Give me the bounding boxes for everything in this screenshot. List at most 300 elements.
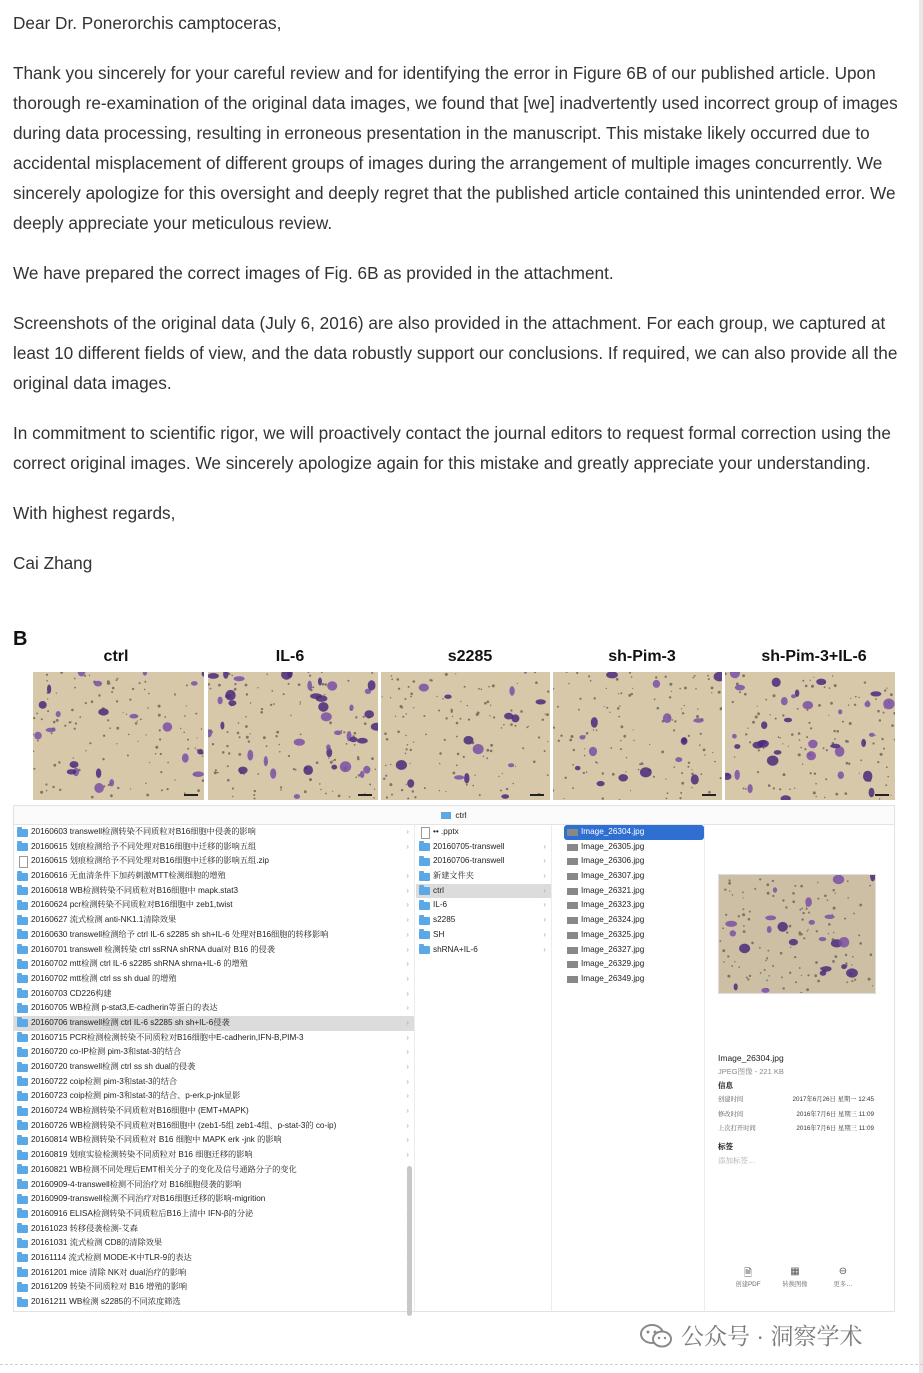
membrane-pore xyxy=(806,908,808,910)
membrane-pore xyxy=(486,749,489,752)
item-label: 20161211 WB检测 s2285的不同浓度筛选 xyxy=(31,1297,181,1306)
membrane-pore xyxy=(218,684,221,687)
image-file-icon xyxy=(567,932,578,939)
membrane-pore xyxy=(804,748,806,750)
membrane-pore xyxy=(116,743,117,744)
file-item[interactable] xyxy=(564,913,704,928)
file-item[interactable] xyxy=(564,898,704,913)
membrane-pore xyxy=(708,678,710,680)
stained-cell xyxy=(321,712,332,721)
membrane-pore xyxy=(346,743,348,745)
membrane-pore xyxy=(510,709,512,711)
item-label: Image_26324.jpg xyxy=(581,915,645,925)
image-file-icon xyxy=(567,858,578,865)
folder-item[interactable] xyxy=(14,825,414,840)
membrane-pore xyxy=(385,765,387,767)
page-scrollbar[interactable] xyxy=(919,0,923,1373)
stained-cell xyxy=(94,783,104,793)
membrane-pore xyxy=(524,672,527,674)
folder-icon xyxy=(17,1152,28,1160)
membrane-pore xyxy=(602,772,604,774)
stained-cell xyxy=(34,732,42,740)
folder-item[interactable] xyxy=(416,928,551,943)
membrane-pore xyxy=(308,672,310,673)
membrane-pore xyxy=(749,741,751,743)
stained-cell xyxy=(473,744,484,754)
membrane-pore xyxy=(202,756,203,757)
membrane-pore xyxy=(798,754,799,755)
membrane-pore xyxy=(148,693,150,695)
file-item[interactable] xyxy=(564,840,704,855)
item-label: shRNA+IL-6 xyxy=(433,944,478,954)
membrane-pore xyxy=(707,675,709,677)
membrane-pore xyxy=(719,940,721,942)
membrane-pore xyxy=(407,744,409,746)
membrane-pore xyxy=(711,692,712,693)
membrane-pore xyxy=(180,728,181,729)
membrane-pore xyxy=(320,789,321,790)
folder-icon xyxy=(17,1269,28,1277)
membrane-pore xyxy=(278,744,280,746)
membrane-pore xyxy=(725,673,727,676)
membrane-pore xyxy=(699,744,701,746)
membrane-pore xyxy=(720,707,722,710)
folder-item[interactable] xyxy=(14,884,414,899)
letter-body xyxy=(13,8,898,598)
folder-item[interactable] xyxy=(14,928,414,943)
item-label: 20160701 transwell 检测转染 ctrl ssRNA shRNA dual对 B16 的侵袭 xyxy=(31,944,275,954)
membrane-pore xyxy=(283,693,285,695)
membrane-pore xyxy=(330,761,333,764)
membrane-pore xyxy=(553,688,554,689)
document-icon: 🗎 xyxy=(743,1268,753,1279)
finder-column-files[interactable] xyxy=(564,825,705,1311)
membrane-pore xyxy=(309,675,311,677)
folder-item[interactable] xyxy=(14,972,414,987)
finder-column-subfolders[interactable] xyxy=(416,825,552,1311)
stained-cell xyxy=(597,781,605,786)
membrane-pore xyxy=(413,680,416,683)
folder-icon xyxy=(17,1225,28,1233)
membrane-pore xyxy=(808,912,810,914)
stained-cell xyxy=(464,773,469,784)
stained-cell xyxy=(575,766,581,770)
membrane-pore xyxy=(682,712,684,714)
membrane-pore xyxy=(316,761,319,764)
stained-cell xyxy=(805,897,812,907)
folder-item[interactable] xyxy=(14,987,414,1002)
info-last-opened: 上次打开时间 2016年7月6日 星期三 11:09 xyxy=(718,1125,874,1132)
folder-item[interactable] xyxy=(14,898,414,913)
chevron-right-icon: › xyxy=(543,856,546,866)
membrane-pore xyxy=(681,782,684,785)
folder-item[interactable] xyxy=(416,854,551,869)
membrane-pore xyxy=(164,716,166,718)
file-item[interactable] xyxy=(564,869,704,884)
membrane-pore xyxy=(401,706,403,708)
image-file-icon xyxy=(567,976,578,983)
membrane-pore xyxy=(800,885,803,888)
folder-item[interactable] xyxy=(14,1060,414,1075)
membrane-pore xyxy=(187,748,189,750)
membrane-pore xyxy=(751,942,754,945)
membrane-pore xyxy=(618,693,619,694)
image-file-icon xyxy=(567,961,578,968)
membrane-pore xyxy=(872,742,874,744)
membrane-pore xyxy=(824,797,826,799)
membrane-pore xyxy=(197,789,200,792)
membrane-pore xyxy=(584,755,586,757)
membrane-pore xyxy=(481,689,483,691)
folder-item[interactable] xyxy=(14,1031,414,1046)
membrane-pore xyxy=(369,784,371,786)
folder-item[interactable] xyxy=(14,1295,414,1310)
image-icon: ▦ xyxy=(790,1266,800,1277)
membrane-pore xyxy=(619,799,621,800)
stained-cell xyxy=(264,756,268,766)
membrane-pore xyxy=(742,892,744,894)
folder-icon xyxy=(419,873,430,881)
item-label: 20161023 转移侵袭检测-艾森 xyxy=(31,1223,138,1233)
membrane-pore xyxy=(724,889,726,891)
membrane-pore xyxy=(772,880,774,882)
membrane-pore xyxy=(593,729,594,730)
membrane-pore xyxy=(227,779,230,782)
folder-item[interactable] xyxy=(14,1192,414,1207)
membrane-pore xyxy=(371,757,374,760)
membrane-pore xyxy=(226,745,228,747)
membrane-pore xyxy=(132,688,134,690)
membrane-pore xyxy=(558,740,560,742)
membrane-pore xyxy=(526,727,528,729)
micrograph-ctrl xyxy=(33,672,204,800)
membrane-pore xyxy=(273,703,275,705)
membrane-pore xyxy=(595,761,597,763)
column-header-s2285: s2285 xyxy=(447,648,493,665)
membrane-pore xyxy=(674,766,676,768)
membrane-pore xyxy=(688,735,690,737)
membrane-pore xyxy=(814,773,816,775)
file-item[interactable] xyxy=(564,972,704,987)
folder-item[interactable] xyxy=(14,1075,414,1090)
folder-item[interactable] xyxy=(14,1089,414,1104)
membrane-pore xyxy=(91,700,94,703)
scale-bar xyxy=(702,794,716,796)
item-label: 20160705-transwell xyxy=(433,841,505,851)
folder-icon xyxy=(17,887,28,895)
stained-cell xyxy=(781,795,791,800)
membrane-pore xyxy=(807,930,808,931)
membrane-pore xyxy=(56,693,57,694)
membrane-pore xyxy=(882,738,884,740)
finder-column-projects[interactable] xyxy=(14,825,415,1311)
membrane-pore xyxy=(299,703,300,704)
membrane-pore xyxy=(808,929,809,930)
membrane-pore xyxy=(703,749,706,752)
membrane-pore xyxy=(749,911,751,913)
membrane-pore xyxy=(245,684,248,687)
stained-cell xyxy=(464,736,474,745)
membrane-pore xyxy=(852,956,854,958)
membrane-pore xyxy=(596,729,598,731)
scale-bar xyxy=(875,794,889,796)
folder-item[interactable] xyxy=(14,1207,414,1222)
membrane-pore xyxy=(879,719,881,721)
membrane-pore xyxy=(832,675,833,676)
membrane-pore xyxy=(33,733,34,735)
membrane-pore xyxy=(451,711,453,713)
folder-item[interactable] xyxy=(14,1133,414,1148)
folder-item[interactable] xyxy=(14,1119,414,1134)
more-button[interactable]: ⊖ 更多… xyxy=(825,1266,861,1288)
item-label: 20161209 转染不同质粒对 B16 增殖的影响 xyxy=(31,1282,188,1292)
stained-cell xyxy=(509,686,514,696)
membrane-pore xyxy=(79,716,81,718)
paragraph-1: Thank you sincerely for your careful review and for identifying the error in Figure 6B of our published article. Upon thorough re-examination of the original data images, we found that [we] inadvertently used incorrect group of images during data processing, resulting in erroneous presentation in the manuscript. This mistake likely occurred due to accidental misplacement of different groups of images during the arrangement of multiple images concurrently. We sincerely apologize for this oversight and deeply regret that the published article contained this unintended error. We deeply appreciate your meticulous review. xyxy=(13,63,898,233)
stained-cell xyxy=(444,695,451,699)
folder-item[interactable] xyxy=(14,1178,414,1193)
membrane-pore xyxy=(341,730,343,732)
item-label: 20160705 WB检测 p-stat3,E-cadherin等蛋白的表达 xyxy=(31,1003,218,1013)
membrane-pore xyxy=(266,745,268,747)
membrane-pore xyxy=(798,732,801,735)
folder-item[interactable] xyxy=(14,1222,414,1237)
membrane-pore xyxy=(503,724,505,726)
membrane-pore xyxy=(33,768,35,770)
membrane-pore xyxy=(877,710,880,713)
membrane-pore xyxy=(755,716,758,719)
stained-cell xyxy=(193,771,204,777)
membrane-pore xyxy=(610,747,612,749)
membrane-pore xyxy=(695,688,697,690)
folder-item[interactable] xyxy=(14,1001,414,1016)
item-label: Image_26321.jpg xyxy=(581,885,645,895)
membrane-pore xyxy=(864,681,866,683)
folder-item[interactable] xyxy=(14,943,414,958)
stained-cell xyxy=(536,699,546,704)
folder-icon xyxy=(419,946,430,954)
scale-bar xyxy=(530,794,544,796)
membrane-pore xyxy=(488,686,490,688)
membrane-pore xyxy=(423,715,425,717)
membrane-pore xyxy=(667,792,669,794)
stained-cell xyxy=(861,739,866,747)
membrane-pore xyxy=(621,725,624,728)
membrane-pore xyxy=(845,792,848,795)
membrane-pore xyxy=(391,794,393,796)
chevron-right-icon: › xyxy=(406,988,409,998)
folder-item[interactable] xyxy=(14,1163,414,1178)
membrane-pore xyxy=(333,760,334,761)
folder-item[interactable] xyxy=(14,840,414,855)
membrane-pore xyxy=(813,677,814,678)
membrane-pore xyxy=(833,907,836,910)
membrane-pore xyxy=(848,763,850,765)
chevron-right-icon: › xyxy=(406,959,409,969)
stained-cell xyxy=(109,779,114,786)
folder-icon xyxy=(17,917,28,925)
membrane-pore xyxy=(772,895,774,897)
folder-item[interactable] xyxy=(416,913,551,928)
stained-cell xyxy=(833,875,844,884)
membrane-pore xyxy=(780,952,783,955)
membrane-pore xyxy=(814,974,817,977)
membrane-pore xyxy=(669,683,672,686)
membrane-pore xyxy=(763,748,764,749)
chevron-right-icon: › xyxy=(543,900,546,910)
membrane-pore xyxy=(160,771,162,773)
micrograph-s2285 xyxy=(381,672,550,800)
folder-item[interactable] xyxy=(416,884,551,899)
membrane-pore xyxy=(464,686,466,688)
membrane-pore xyxy=(795,981,797,983)
stained-cell xyxy=(331,765,337,770)
stained-cell xyxy=(349,705,353,711)
membrane-pore xyxy=(266,674,268,676)
file-item[interactable] xyxy=(564,943,704,958)
file-item[interactable] xyxy=(564,825,704,840)
membrane-pore xyxy=(768,784,771,787)
membrane-pore xyxy=(833,932,835,934)
membrane-pore xyxy=(300,734,302,736)
folder-item[interactable] xyxy=(14,1148,414,1163)
membrane-pore xyxy=(711,687,714,690)
chevron-right-icon: › xyxy=(406,871,409,881)
membrane-pore xyxy=(313,686,315,688)
membrane-pore xyxy=(679,797,681,799)
membrane-pore xyxy=(757,712,760,715)
convert-image-button[interactable]: ▦ 转换图像 xyxy=(777,1266,813,1288)
folder-item[interactable] xyxy=(14,854,414,869)
membrane-pore xyxy=(158,705,161,708)
stained-cell xyxy=(46,728,56,732)
membrane-pore xyxy=(602,797,604,799)
membrane-pore xyxy=(41,718,43,720)
membrane-pore xyxy=(545,714,546,715)
create-pdf-button[interactable]: 🗎 创建PDF xyxy=(730,1266,766,1288)
membrane-pore xyxy=(167,762,169,764)
item-label: 20160618 WB检测转染不同质粒对B16细胞中 mapk.stat3 xyxy=(31,885,239,895)
item-label: 20160722 coip检测 pim-3和stat-3的结合 xyxy=(31,1076,178,1086)
folder-item[interactable] xyxy=(14,1045,414,1060)
folder-item[interactable] xyxy=(14,1104,414,1119)
image-file-icon xyxy=(567,873,578,880)
membrane-pore xyxy=(407,798,409,800)
membrane-pore xyxy=(816,930,818,932)
membrane-pore xyxy=(799,967,801,969)
membrane-pore xyxy=(201,728,203,730)
folder-item[interactable] xyxy=(416,943,551,958)
membrane-pore xyxy=(566,672,568,673)
membrane-pore xyxy=(891,724,894,727)
membrane-pore xyxy=(155,753,157,755)
membrane-pore xyxy=(47,698,48,699)
file-item[interactable] xyxy=(564,957,704,972)
folder-item[interactable] xyxy=(14,1016,414,1031)
item-label: Image_26306.jpg xyxy=(581,856,645,866)
membrane-pore xyxy=(130,788,131,789)
membrane-pore xyxy=(208,683,210,685)
membrane-pore xyxy=(46,680,48,682)
item-label: 20160909-4-transwell检测不同治疗对 B16细胞侵袭的影响 xyxy=(31,1179,242,1189)
folder-item[interactable] xyxy=(14,1251,414,1266)
membrane-pore xyxy=(279,751,281,753)
stained-cell xyxy=(653,680,660,688)
membrane-pore xyxy=(626,757,627,758)
stained-cell xyxy=(67,769,77,774)
membrane-pore xyxy=(467,705,469,707)
membrane-pore xyxy=(553,727,555,729)
folder-icon xyxy=(419,858,430,866)
stained-cell xyxy=(326,744,331,750)
folder-icon xyxy=(17,1284,28,1292)
membrane-pore xyxy=(859,773,860,774)
folder-item[interactable] xyxy=(416,825,551,840)
item-label: 20160715 PCR检测检测转染不同质粒对B16细胞中E-cadherin,IFN-B,PIM-3 xyxy=(31,1032,304,1042)
membrane-pore xyxy=(816,796,817,797)
membrane-pore xyxy=(391,675,393,677)
stained-cell xyxy=(725,773,732,780)
folder-item[interactable] xyxy=(416,898,551,913)
membrane-pore xyxy=(653,776,655,778)
stained-cell xyxy=(318,702,328,712)
membrane-pore xyxy=(254,798,256,800)
folder-item[interactable] xyxy=(416,869,551,884)
membrane-pore xyxy=(723,961,725,963)
stained-cell xyxy=(579,735,585,739)
column-scrollbar[interactable] xyxy=(407,1166,412,1316)
membrane-pore xyxy=(618,716,620,718)
membrane-pore xyxy=(298,683,301,686)
file-item[interactable] xyxy=(564,854,704,869)
tags-input[interactable]: 添加标签… xyxy=(718,1156,756,1165)
membrane-pore xyxy=(227,731,229,733)
membrane-pore xyxy=(879,798,880,799)
chevron-right-icon: › xyxy=(543,871,546,881)
membrane-pore xyxy=(364,722,367,725)
membrane-pore xyxy=(472,785,474,787)
folder-icon xyxy=(17,1137,28,1145)
membrane-pore xyxy=(257,687,258,688)
membrane-pore xyxy=(679,688,681,690)
item-label: ctrl xyxy=(433,885,444,895)
folder-item[interactable] xyxy=(14,869,414,884)
membrane-pore xyxy=(91,796,94,799)
membrane-pore xyxy=(835,892,836,893)
file-item[interactable] xyxy=(564,928,704,943)
folder-item[interactable] xyxy=(14,957,414,972)
membrane-pore xyxy=(390,697,391,698)
file-item[interactable] xyxy=(564,884,704,899)
folder-item[interactable] xyxy=(14,1266,414,1281)
folder-item[interactable] xyxy=(14,913,414,928)
membrane-pore xyxy=(806,736,808,738)
membrane-pore xyxy=(671,691,672,692)
folder-item[interactable] xyxy=(14,1236,414,1251)
membrane-pore xyxy=(583,772,585,774)
stained-cell xyxy=(368,680,376,690)
membrane-pore xyxy=(727,975,730,978)
membrane-pore xyxy=(817,980,820,983)
stained-cell xyxy=(739,944,750,954)
membrane-pore xyxy=(693,677,695,679)
membrane-pore xyxy=(144,689,146,691)
membrane-pore xyxy=(212,743,214,745)
folder-item[interactable] xyxy=(416,840,551,855)
membrane-pore xyxy=(288,683,290,685)
folder-item[interactable] xyxy=(14,1280,414,1295)
membrane-pore xyxy=(385,775,387,777)
